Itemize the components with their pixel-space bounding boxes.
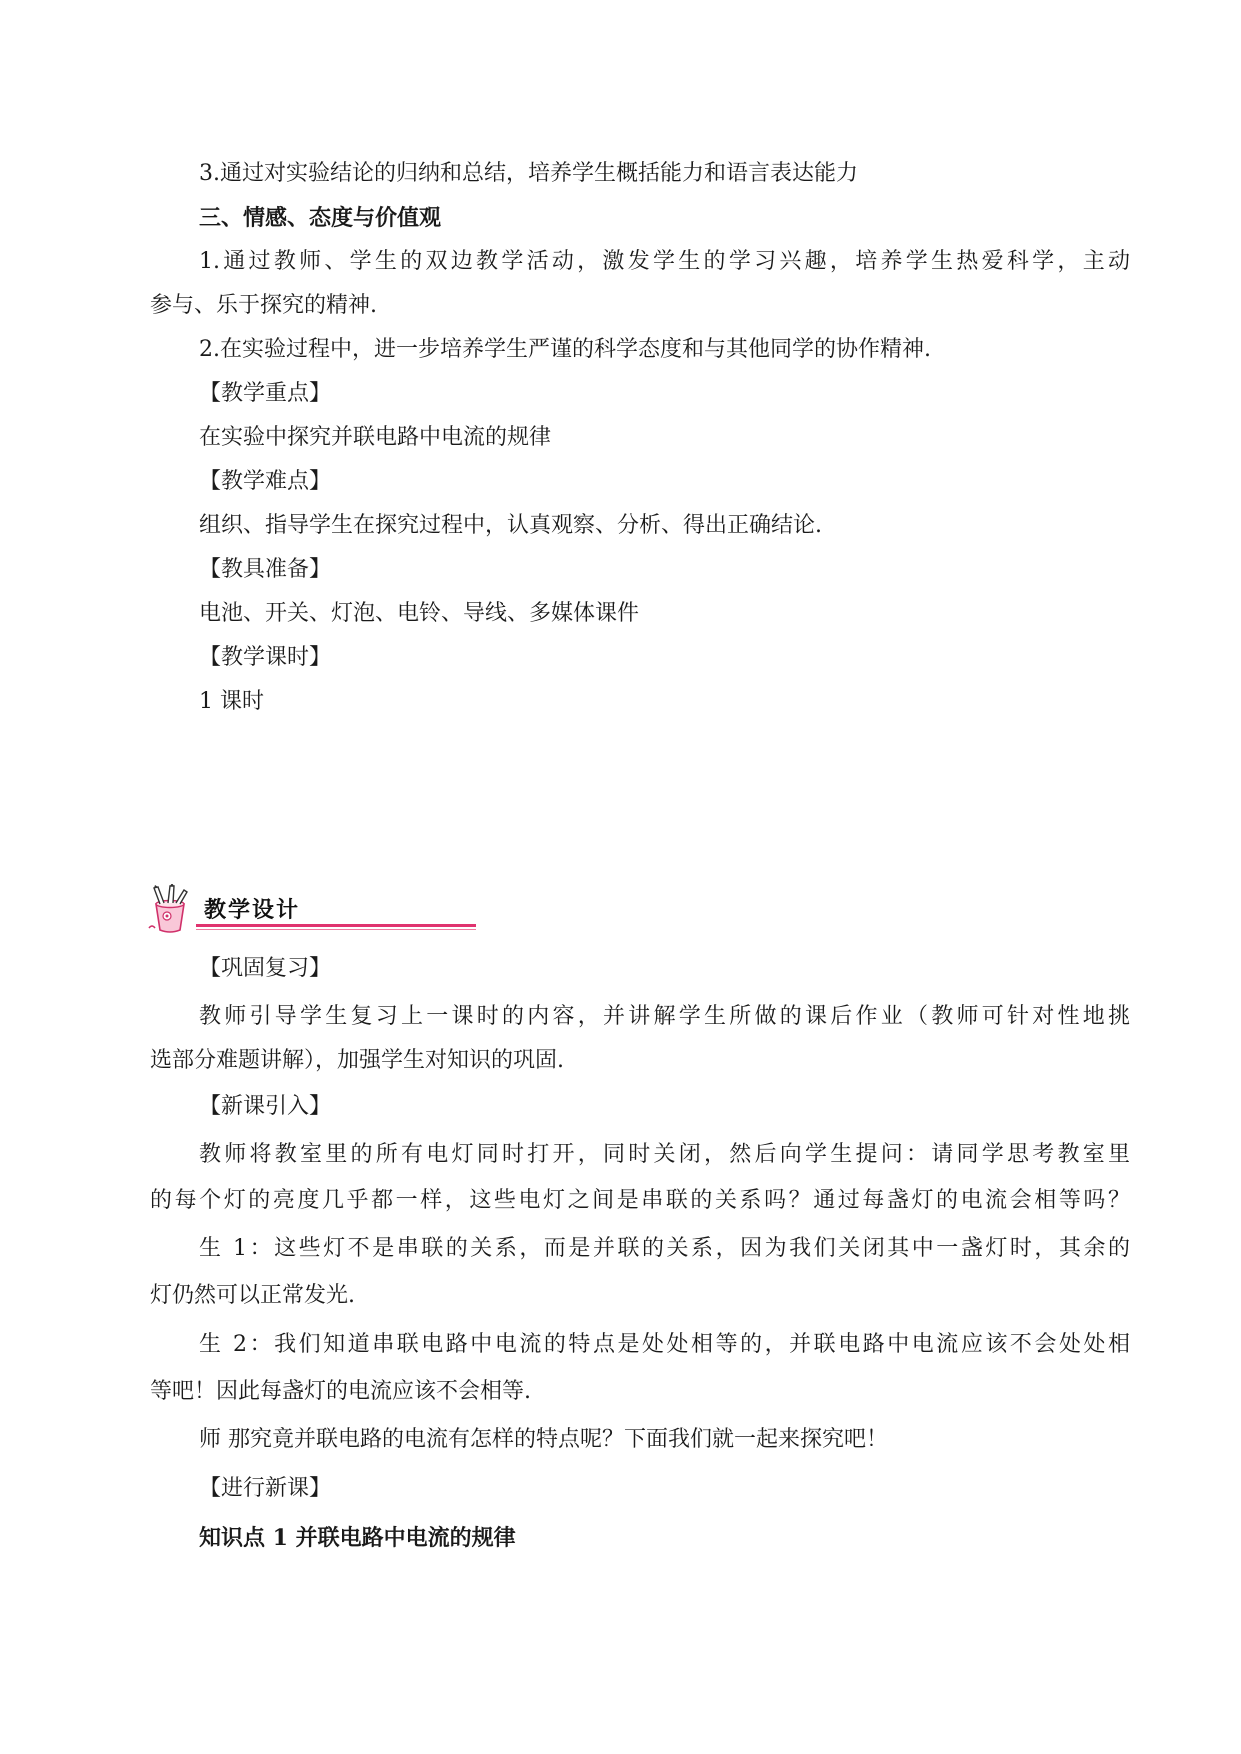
student-2-line-2: 等吧！因此每盏灯的电流应该不会相等.	[150, 1379, 531, 1404]
intro-line-1: 教师将教室里的所有电灯同时打开，同时关闭，然后向学生提问：请同学思考教室里	[199, 1142, 1130, 1167]
intro-line-2: 的每个灯的亮度几乎都一样，这些电灯之间是串联的关系吗？通过每盏灯的电流会相等吗？	[150, 1188, 1130, 1213]
teaching-hours-text: 1 课时	[199, 689, 264, 714]
heading-new-lesson-intro: 【新课引入】	[199, 1094, 332, 1119]
heading-new-lesson: 【进行新课】	[199, 1476, 332, 1501]
banner-underline-thin	[196, 929, 476, 930]
emotion-item-1-line-2: 参与、乐于探究的精神.	[150, 293, 377, 318]
emotion-item-2: 2.在实验过程中，进一步培养学生严谨的科学态度和与其他同学的协作精神.	[199, 337, 931, 362]
heading-teaching-hours: 【教学课时】	[199, 645, 332, 670]
review-line-2: 选部分难题讲解），加强学生对知识的巩固.	[150, 1048, 564, 1073]
teaching-key-text: 在实验中探究并联电路中电流的规律	[199, 425, 552, 450]
banner-underline	[196, 924, 476, 927]
teaching-design-banner	[146, 884, 336, 936]
heading-teaching-key: 【教学重点】	[199, 381, 332, 406]
heading-teaching-difficulty: 【教学难点】	[199, 469, 332, 494]
heading-emotion-attitude-values: 三、情感、态度与价值观	[199, 205, 442, 231]
teacher-question: 师 那究竟并联电路的电流有怎样的特点呢？下面我们就一起来探究吧！	[199, 1427, 888, 1452]
heading-knowledge-point-1: 知识点 1 并联电路中电流的规律	[199, 1525, 516, 1551]
pencil-cup-icon	[146, 884, 202, 936]
teaching-difficulty-text: 组织、指导学生在探究过程中，认真观察、分析、得出正确结论.	[199, 513, 822, 538]
student-1-line-1: 生 1：这些灯不是串联的关系，而是并联的关系，因为我们关闭其中一盏灯时，其余的	[199, 1236, 1130, 1261]
student-2-line-1: 生 2：我们知道串联电路中电流的特点是处处相等的，并联电路中电流应该不会处处相	[199, 1332, 1130, 1357]
objective-3: 3.通过对实验结论的归纳和总结，培养学生概括能力和语言表达能力	[199, 161, 858, 186]
teaching-tools-text: 电池、开关、灯泡、电铃、导线、多媒体课件	[199, 601, 640, 626]
review-line-1: 教师引导学生复习上一课时的内容，并讲解学生所做的课后作业（教师可针对性地挑	[199, 1004, 1130, 1029]
heading-review: 【巩固复习】	[199, 956, 332, 981]
heading-teaching-tools: 【教具准备】	[199, 557, 332, 582]
banner-title: 教学设计	[204, 898, 301, 923]
emotion-item-1-line-1: 1.通过教师、学生的双边教学活动，激发学生的学习兴趣，培养学生热爱科学，主动	[199, 249, 1130, 274]
student-1-line-2: 灯仍然可以正常发光.	[150, 1283, 355, 1308]
